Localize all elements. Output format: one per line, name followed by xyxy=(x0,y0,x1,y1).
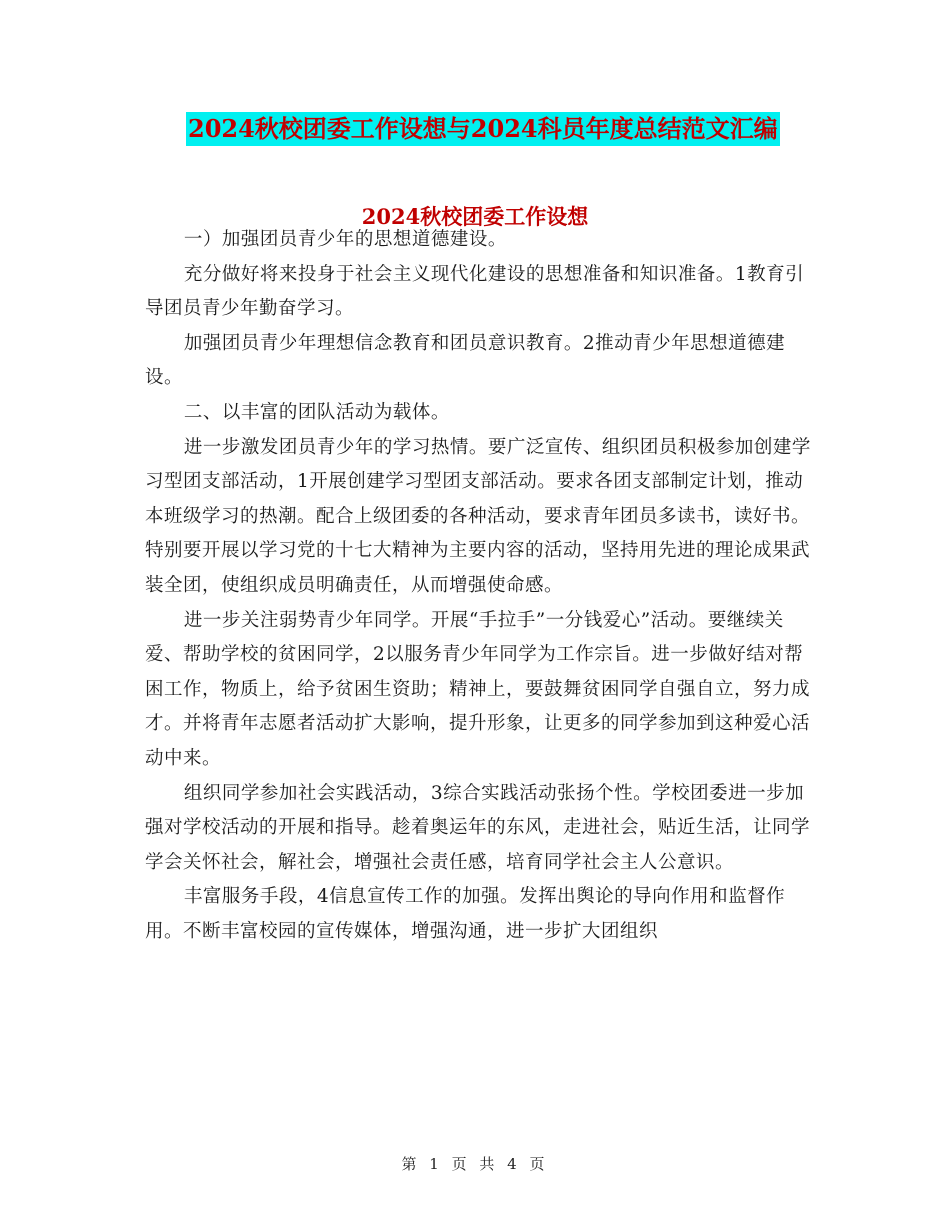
paragraph: 组织同学参加社会实践活动，3综合实践活动张扬个性。学校团委进一步加强对学校活动的开展和指导。趁着奥运年的东风，走进社会，贴近生活，让同学学会关怀社会，解社会，增强社会责任感，培育同学社会主人公意识。 xyxy=(145,782,811,873)
paragraph: 丰富服务手段，4信息宣传工作的加强。发挥出舆论的导向作用和监督作用。不断丰富校园的宣传媒体，增强沟通，进一步扩大团组织 xyxy=(145,886,786,942)
paragraph: 一）加强团员青少年的思想道德建设。 xyxy=(183,229,507,250)
section-title: 2024秋校团委工作设想 xyxy=(361,204,589,229)
paragraph: 加强团员青少年理想信念教育和团员意识教育。2推动青少年思想道德建设。 xyxy=(145,332,786,389)
document-title: 2024秋校团委工作设想与2024科员年度总结范文汇编 xyxy=(186,112,780,146)
paragraph: 二、以丰富的团队活动为载体。 xyxy=(183,401,450,423)
page-footer: 第 1 页 共 4 页 xyxy=(401,1155,549,1173)
document-body xyxy=(145,223,813,949)
paragraph: 进一步激发团员青少年的学习热情。要广泛宣传、组织团员积极参加创建学习型团支部活动，1开展创建学习型团支部活动。要求各团支部制定计划，推动本班级学习的热潮。配合上级团委的各种活动，要求青年团员多读书，读好书。特别要开展以学习党的十七大精神为主要内容的活动，坚持用先进的理论成果武装全团，使组织成员明确责任，从而增强使命感。 xyxy=(145,436,811,596)
paragraph: 充分做好将来投身于社会主义现代化建设的思想准备和知识准备。1教育引导团员青少年勤奋学习。 xyxy=(145,263,805,320)
paragraph: 进一步关注弱势青少年同学。开展“手拉手”一分钱爱心”活动。要继续关爱、帮助学校的贫困同学，2以服务青少年同学为工作宗旨。进一步做好结对帮困工作，物质上，给予贫困生资助；精神上，要鼓舞贫困同学自强自立，努力成才。并将青年志愿者活动扩大影响，提升形象，让更多的同学参加到这种爱心活动中来。 xyxy=(145,609,811,769)
